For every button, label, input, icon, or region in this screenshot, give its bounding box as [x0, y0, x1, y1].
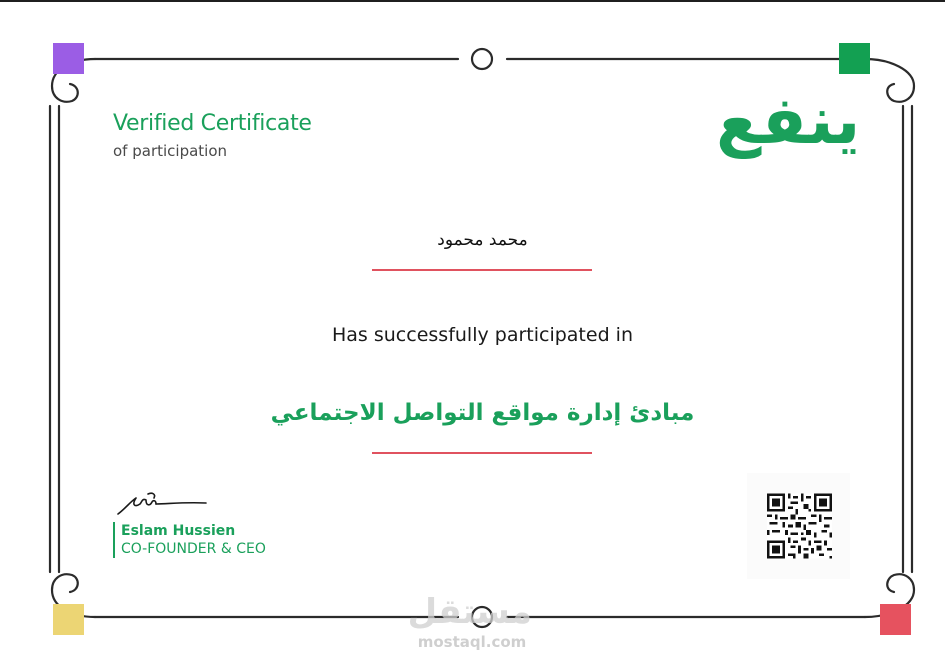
brand-logo: ينفع [716, 82, 861, 159]
watermark-logo: مستقل [407, 592, 532, 632]
signer-name: Eslam Hussien [121, 523, 236, 539]
participation-statement: Has successfully participated in [332, 324, 633, 346]
certificate-title: Verified Certificate [113, 111, 312, 136]
qr-code-icon[interactable] [767, 493, 832, 559]
corner-square-purple [53, 43, 84, 74]
signer-block [113, 522, 266, 558]
signer-role: CO-FOUNDER & CEO [121, 541, 266, 557]
course-title: مبادئ إدارة مواقع التواصل الاجتماعي [270, 400, 695, 426]
corner-square-red [880, 604, 911, 635]
corner-square-yellow [53, 604, 84, 635]
signature-icon [116, 488, 210, 518]
separator-line [372, 452, 592, 454]
certificate-subtitle: of participation [113, 142, 228, 160]
recipient-name: محمد محمود [437, 230, 528, 250]
watermark-site: mostaql.com [417, 633, 527, 651]
separator-line [372, 269, 592, 271]
corner-square-green [839, 43, 870, 74]
